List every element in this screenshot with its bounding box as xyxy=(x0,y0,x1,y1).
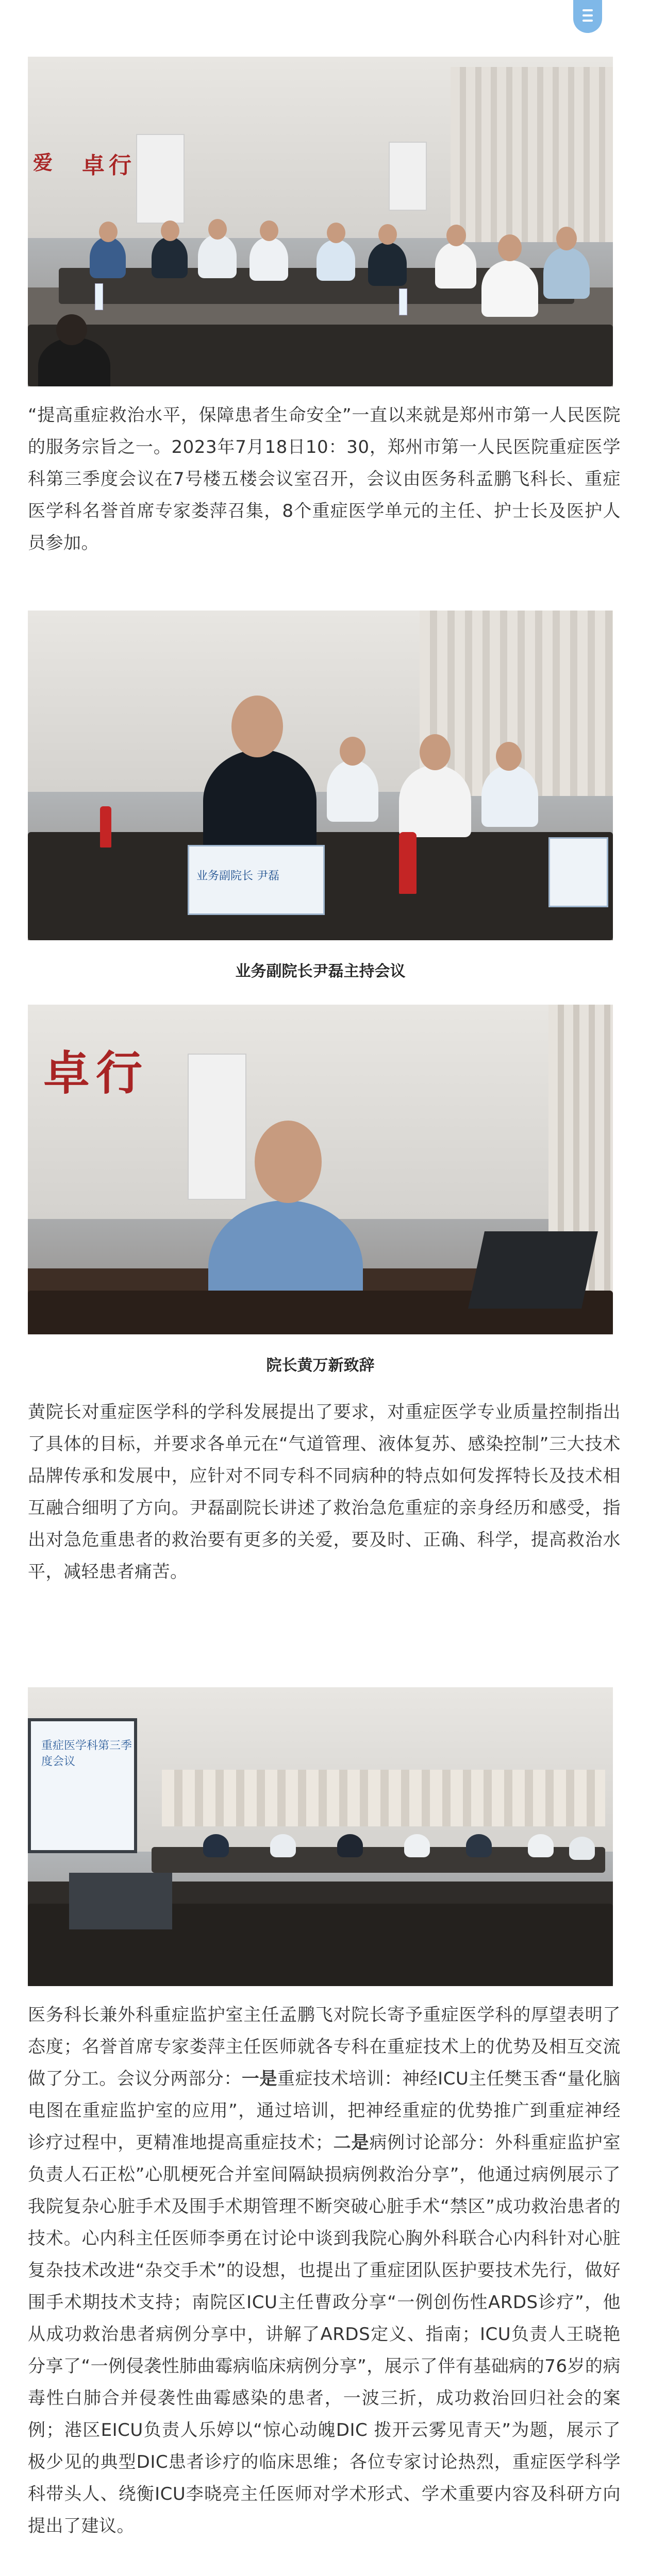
speech-photo-president xyxy=(28,1005,613,1334)
paragraph-emphasis: 一是 xyxy=(241,2069,277,2089)
paragraph-training-and-discussion xyxy=(28,1999,621,2542)
caption-vice-president: 业务副院长尹磊主持会议 xyxy=(235,962,406,980)
caption-president: 院长黄万新致辞 xyxy=(266,1357,375,1375)
meeting-photo-2 xyxy=(28,611,613,940)
nameplate xyxy=(188,845,325,915)
meeting-photo-1 xyxy=(28,57,613,386)
wall-plaque: 卓行 xyxy=(43,1046,148,1100)
bookmark-icon[interactable] xyxy=(573,0,602,33)
nameplate-text: 业务副院长 尹磊 xyxy=(196,870,279,883)
paragraph-intro: “提高重症救治水平，保障患者生命安全”一直以来就是郑州市第一人民医院的服务宗旨之一。2023年7月18日10：30，郑州市第一人民医院重症医学科第三季度会议在7号楼五楼会议室召开，会议由医务科孟鹏飞科长、重症医学科名誉首席专家娄萍召集，8个重症医学单元的主任、护士长及医护人员参加。 xyxy=(28,405,621,553)
screen-title: 重症医学科第三季度会议 xyxy=(41,1739,132,1768)
meeting-photo-3 xyxy=(28,1687,613,1986)
paragraph-president-remarks: 黄院长对重症医学科的学科发展提出了要求，对重症医学专业质量控制指出了具体的目标，并要求各单元在“气道管理、液体复苏、感染控制”三大技术品牌传承和发展中，应针对不同专科不同病种的特点如何发挥特长及技术相互融合细明了方向。尹磊副院长讲述了救治急危重症的亲身经历和感受，指出对急危重患者的救治要有更多的关爱，要及时、正确、科学，提高救治水平，减轻患者痛苦。 xyxy=(28,1402,621,1582)
paragraph-emphasis: 二是 xyxy=(333,2132,370,2153)
wall-plaque: 卓行 xyxy=(82,152,136,179)
paragraph-text: 医务科长兼外科重症监护室主任孟鹏飞对院长寄予重症医学科的厚望表明了态度；名誉首席专家娄萍主任医师就各专科在重症技术上的优势及相互交流做了分工。会议分两部分： xyxy=(28,2005,621,2089)
paragraph-text: 重症技术培训：神经ICU主任樊玉香“量化脑电图在重症监护室的应用”，通过培训，把神经重症的优势推广到重症神经诊疗过程中，更精准地提高重症技术； xyxy=(28,2069,621,2153)
presentation-screen xyxy=(28,1718,137,1853)
wall-plaque-left: 爱 xyxy=(33,151,53,174)
paragraph-text: 病例讨论部分：外科重症监护室负责人石正松”心肌梗死合并室间隔缺损病例救治分享”，他通过病例展示了我院复杂心脏手术及围手术期管理不断突破心脏手术“禁区”成功救治患者的技术。心内科主任医师李勇在讨论中谈到我院心胸外科联合心内科针对心脏复杂技术改进“杂交手术”的设想，也提出了重症团队医护要技术先行，做好围手术期技术支持；南院区ICU主任曹政分享“一例创伤性ARDS诊疗”，他从成功救治患者病例分享中，讲解了ARDS定义、指南；ICU负责人王晓艳分享了“一例侵袭性肺曲霉病临床病例分享”，展示了伴有基础病的76岁的病毒性白肺合并侵袭性曲霉感染的患者，一波三折，成功救治回归社会的案例；港区EICU负责人乐婷以“惊心动魄DIC 拨开云雾见青天”为题，展示了极少见的典型DIC患者诊疗的临床思维；各位专家讨论热烈，重症医学科学科带头人、绕衡ICU李晓亮主任医师对学术形式、学术重要内容及科研方向提出了建议。 xyxy=(28,2132,621,2536)
